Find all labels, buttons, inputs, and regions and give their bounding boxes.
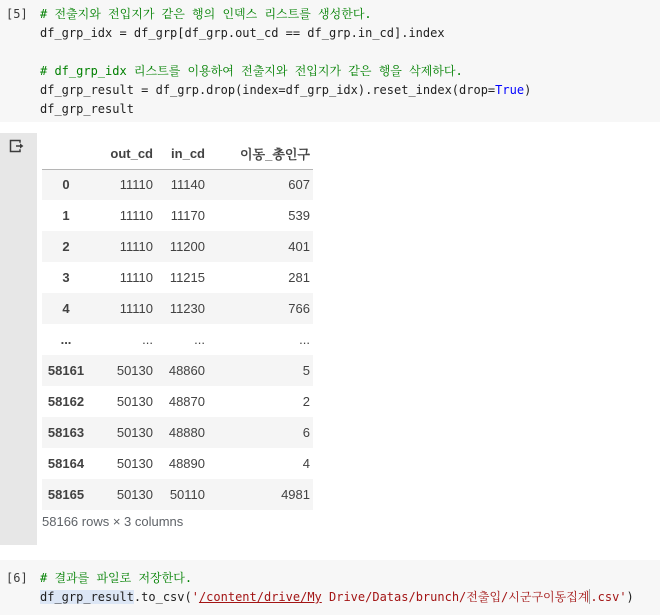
table-row	[42, 386, 313, 417]
code-cell-5[interactable]	[0, 0, 660, 122]
row-index: 4	[62, 301, 70, 316]
code-line[interactable]	[40, 100, 656, 119]
cell-value: 11230	[169, 301, 205, 316]
code-token: )	[524, 83, 532, 97]
row-index: 0	[62, 177, 70, 193]
code-token: .to_csv(	[133, 590, 192, 604]
cell-value: 6	[302, 425, 310, 440]
output-gutter	[0, 133, 37, 545]
table-row	[42, 293, 313, 324]
row-index: 58163	[47, 425, 85, 440]
cell-value: 50130	[116, 394, 153, 409]
cell-value: 281	[288, 270, 310, 285]
table-row	[42, 355, 313, 386]
cell-value: 11200	[169, 239, 205, 254]
row-index: 58161	[47, 363, 85, 378]
cell-value: 48880	[168, 425, 205, 440]
dataframe-table	[42, 139, 313, 510]
cell-value: 4	[302, 456, 310, 471]
table-header-row	[42, 139, 313, 169]
table-row	[42, 417, 313, 448]
code-token: Drive/Datas/brunch/전출입/시군구이동집계	[321, 590, 590, 604]
table-row	[42, 169, 313, 200]
code-token: True	[495, 83, 525, 97]
cell-value: ...	[299, 332, 310, 347]
cell-value: 5	[302, 363, 310, 378]
row-index: 58165	[47, 487, 85, 502]
file-path-link[interactable]: /content/drive/My	[198, 590, 322, 604]
code-token: df_grp_result = df_grp.drop(index=df_grp_idx).reset_index(drop=	[40, 83, 496, 97]
code-token: # 결과를 파일로 저장한다.	[40, 571, 193, 585]
row-index: 58162	[47, 394, 85, 409]
code-token: df_grp_result	[40, 102, 134, 116]
column-header: out_cd	[90, 139, 156, 169]
column-header	[42, 139, 90, 169]
column-header: 이동_총인구	[208, 139, 313, 169]
row-index: 2	[62, 239, 70, 254]
code-token: df_grp_result	[40, 590, 134, 604]
code-line[interactable]	[40, 62, 656, 81]
table-row	[42, 324, 313, 355]
code-token: # df_grp_idx 리스트를 이용하여 전출지와 전입지가 같은 행을 삭제하다.	[40, 64, 463, 78]
code-editor-5[interactable]	[40, 5, 656, 119]
table-row	[42, 448, 313, 479]
cell-value: 11110	[119, 239, 153, 254]
cell-value: 607	[288, 177, 310, 193]
cell-value: 401	[288, 239, 310, 254]
cell-value: 48890	[168, 456, 205, 471]
cell-value: 11110	[119, 208, 153, 223]
cell-value: 50130	[116, 456, 153, 471]
cell-value: 48860	[168, 363, 205, 378]
code-token: )	[626, 590, 634, 604]
cell-value: 4981	[281, 487, 310, 502]
column-header: in_cd	[156, 139, 208, 169]
cell-value: 11140	[170, 177, 205, 193]
cell-value: 766	[288, 301, 310, 316]
row-index: 3	[62, 270, 70, 285]
row-index: 58164	[47, 456, 85, 471]
code-line[interactable]	[40, 81, 656, 100]
table-row	[42, 200, 313, 231]
cell-value: 11110	[119, 270, 153, 285]
cell-value: 2	[302, 394, 310, 409]
cell-value: 539	[288, 208, 310, 223]
code-line[interactable]	[40, 5, 656, 24]
cell-value: ...	[194, 332, 205, 347]
cell-value: 50130	[116, 487, 153, 502]
code-line[interactable]	[40, 24, 656, 43]
cell-value: 48870	[168, 394, 205, 409]
code-editor-6[interactable]	[40, 569, 656, 607]
code-line[interactable]	[40, 588, 656, 607]
cell-value: 50130	[116, 363, 153, 378]
table-row	[42, 479, 313, 510]
output-area	[42, 139, 313, 531]
code-line[interactable]	[40, 43, 656, 62]
cell-value: 11110	[119, 301, 153, 316]
table-row	[42, 262, 313, 293]
cell-value: ...	[142, 332, 153, 347]
row-index: ...	[60, 332, 72, 347]
row-index: 1	[62, 208, 70, 223]
code-token: # 전출지와 전입지가 같은 행의 인덱스 리스트를 생성한다.	[40, 7, 372, 21]
execution-count-6: [6]	[6, 571, 28, 585]
cell-value: 11110	[119, 177, 153, 193]
cell-output-icon	[8, 138, 26, 154]
execution-count-5: [5]	[6, 7, 28, 21]
code-token: .csv'	[590, 590, 627, 604]
table-row	[42, 231, 313, 262]
code-token: '	[191, 590, 199, 604]
cell-value: 11170	[170, 208, 205, 223]
code-line[interactable]	[40, 569, 656, 588]
code-cell-6[interactable]	[0, 560, 660, 615]
cell-value: 50110	[169, 487, 205, 502]
cell-value: 50130	[116, 425, 153, 440]
dataframe-shape-label: 58166 rows × 3 columns	[42, 514, 184, 529]
cell-value: 11215	[169, 270, 205, 285]
code-token: df_grp_idx = df_grp[df_grp.out_cd == df_grp.in_cd].index	[40, 26, 445, 40]
